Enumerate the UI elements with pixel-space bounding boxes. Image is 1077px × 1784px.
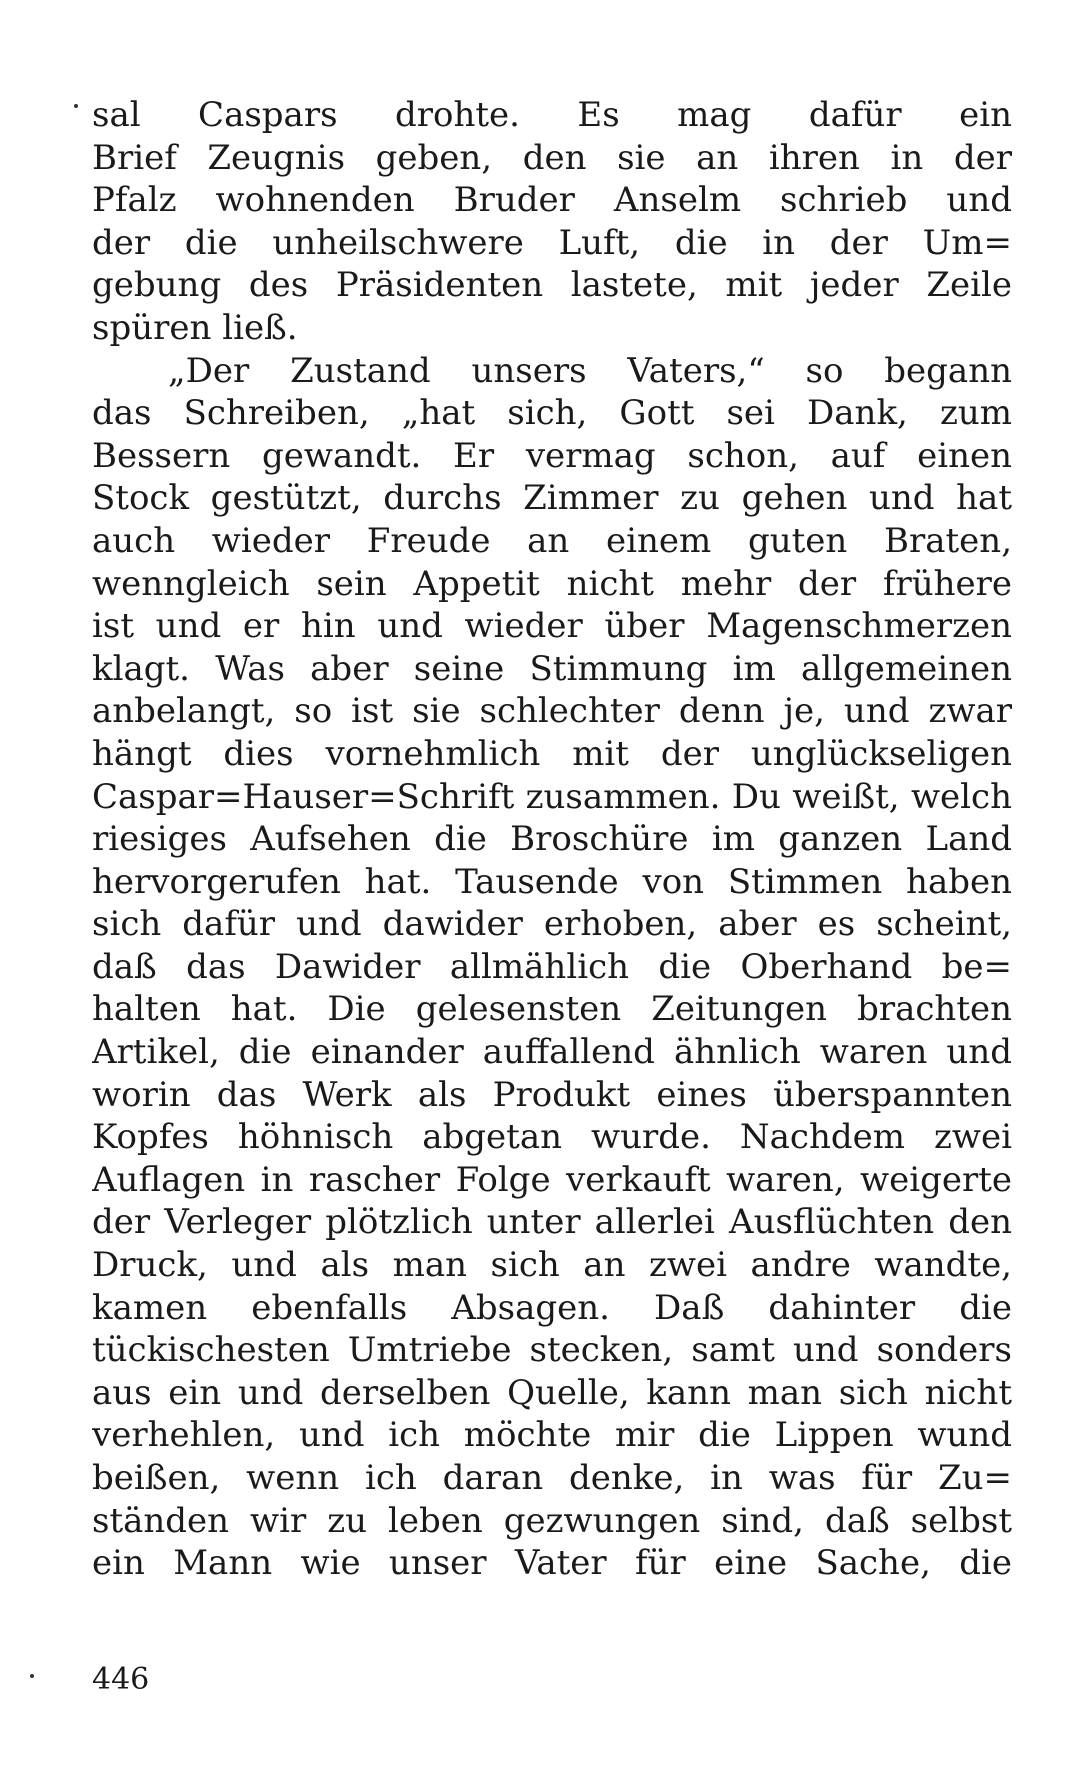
text-line: Kopfes höhnisch abgetan wurde. Nachdem zwei [92,1117,1012,1158]
text-line: das Schreiben, „hat sich, Gott sei Dank, zum [92,393,1012,434]
text-line: verhehlen, und ich möchte mir die Lippen wund [92,1415,1012,1456]
text-line: kamen ebenfalls Absagen. Daß dahinter die [92,1287,1012,1328]
text-line: ein Mann wie unser Vater für eine Sache, die [92,1543,1012,1584]
text-line: Brief Zeugnis geben, den sie an ihren in der [92,137,1012,178]
text-line: Bessern gewandt. Er vermag schon, auf einen [92,435,1012,476]
text-line: der die unheilschwere Luft, die in der Um= [92,222,1012,263]
text-line: anbelangt, so ist sie schlechter denn je, und zwar [92,691,1012,732]
text-line: Druck, und als man sich an zwei andre wandte, [92,1245,1012,1286]
text-line: Artikel, die einander auffallend ähnlich waren und [92,1032,1012,1073]
text-line: gebung des Präsidenten lastete, mit jeder Zeile [92,265,1012,306]
text-line: auch wieder Freude an einem guten Braten, [92,520,1012,561]
text-line: hervorgerufen hat. Tausende von Stimmen haben [92,861,1012,902]
text-line: beißen, wenn ich daran denke, in was für Zu= [92,1458,1012,1498]
text-line: Stock gestützt, durchs Zimmer zu gehen und hat [92,478,1012,519]
text-line: worin das Werk als Produkt eines überspannten [92,1074,1012,1115]
text-line: spüren ließ. [92,307,298,348]
body-text [92,94,1012,1585]
text-line: ständen wir zu leben gezwungen sind, daß selbst [92,1500,1012,1541]
page-number: 446 [92,1662,150,1697]
text-line: riesiges Aufsehen die Broschüre im ganzen Land [92,819,1012,860]
text-line: der Verleger plötzlich unter allerlei Ausflüchten den [92,1202,1012,1243]
text-line: aus ein und derselben Quelle, kann man sich nicht [92,1372,1012,1413]
text-line: halten hat. Die gelesensten Zeitungen brachten [92,989,1012,1030]
scan-speck [74,104,78,108]
text-line: sich dafür und dawider erhoben, aber es scheint, [92,904,1012,945]
text-line: klagt. Was aber seine Stimmung im allgemeinen [92,648,1012,689]
text-line: ist und er hin und wieder über Magenschmerzen [92,606,1012,647]
text-line: tückischesten Umtriebe stecken, samt und sonders [92,1330,1012,1371]
paragraph-start-line: „Der Zustand unsers Vaters,“ so begann [168,350,1012,391]
text-line: sal Caspars drohte. Es mag dafür ein [92,95,1012,135]
text-line: Caspar=Hauser=Schrift zusammen. Du weißt, welch [92,776,1012,817]
text-line: Pfalz wohnenden Bruder Anselm schrieb und [92,180,1012,221]
text-line: wenngleich sein Appetit nicht mehr der frühere [92,563,1012,604]
text-line: daß das Dawider allmählich die Oberhand be= [92,946,1012,987]
text-line: Auflagen in rascher Folge verkauft waren, weigerte [92,1159,1012,1200]
text-line: hängt dies vornehmlich mit der unglückseligen [92,733,1012,774]
scan-speck [30,1674,34,1678]
